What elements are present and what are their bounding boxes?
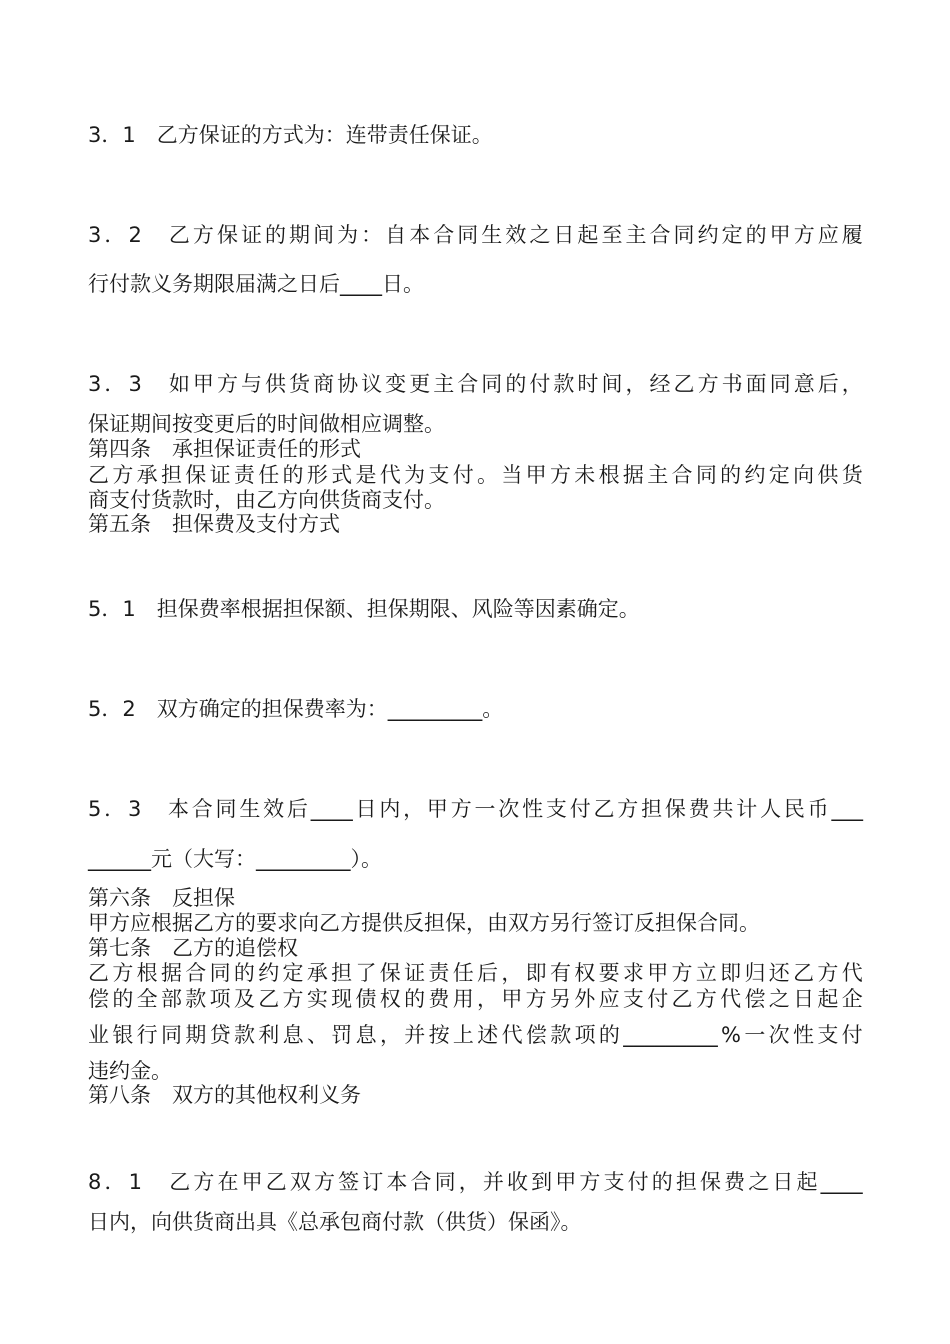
clause-8-1-line-2: 日内，向供货商出具《总承包商付款（供货）保函》。 — [88, 1210, 582, 1234]
clause-3-2-line-2: 行付款义务期限届满之日后____日。 — [88, 272, 424, 296]
article-7-body-line-3: 业 银 行 同 期 贷 款 利 息 、 罚 息 ， 并 按 上 述 代 偿 款 项 的 _________ % 一 次 性 支 付 — [88, 1023, 863, 1047]
article-6-body: 甲方应根据乙方的要求向乙方提供反担保，由双方另行签订反担保合同。 — [88, 911, 760, 935]
article-6-heading: 第六条 反担保 — [88, 886, 235, 910]
article-4-body-line-1: 乙 方 承 担 保 证 责 任 的 形 式 是 代 为 支 付 。 当 甲 方 未 根 据 主 合 同 的 约 定 向 供 货 — [88, 463, 863, 487]
article-8-heading: 第八条 双方的其他权利义务 — [88, 1083, 361, 1107]
clause-5-2: 5．2 双方确定的担保费率为：_________。 — [88, 697, 504, 721]
clause-3-1: 3．1 乙方保证的方式为：连带责任保证。 — [88, 123, 493, 147]
clause-5-3-line-1: 5 ． 3 本 合 同 生 效 后 ____ 日 内 ， 甲 方 一 次 性 支 付 乙 方 担 保 费 共 计 人 民 币 ___ — [88, 797, 863, 821]
clause-8-1-line-1: 8 ． 1 乙 方 在 甲 乙 双 方 签 订 本 合 同 ， 并 收 到 甲 方 支 付 的 担 保 费 之 日 起 ____ — [88, 1170, 863, 1194]
article-7-body-line-1: 乙 方 根 据 合 同 的 约 定 承 担 了 保 证 责 任 后 ， 即 有 权 要 求 甲 方 立 即 归 还 乙 方 代 — [88, 961, 863, 985]
clause-5-3-line-2: ______元（大写：_________）。 — [88, 847, 382, 871]
clause-3-2-line-1: 3 ． 2 乙 方 保 证 的 期 间 为 ： 自 本 合 同 生 效 之 日 起 至 主 合 同 约 定 的 甲 方 应 履 — [88, 223, 863, 247]
article-4-heading: 第四条 承担保证责任的形式 — [88, 437, 361, 461]
clause-3-3-line-1: 3 ． 3 如 甲 方 与 供 货 商 协 议 变 更 主 合 同 的 付 款 时 间 ， 经 乙 方 书 面 同 意 后 ， — [88, 372, 863, 396]
article-5-heading: 第五条 担保费及支付方式 — [88, 512, 340, 536]
clause-3-3-line-2: 保证期间按变更后的时间做相应调整。 — [88, 412, 445, 436]
article-7-body-line-4: 违约金。 — [88, 1059, 172, 1083]
clause-5-1: 5．1 担保费率根据担保额、担保期限、风险等因素确定。 — [88, 597, 640, 621]
article-7-body-line-2: 偿 的 全 部 款 项 及 乙 方 实 现 债 权 的 费 用 ， 甲 方 另 外 应 支 付 乙 方 代 偿 之 日 起 企 — [88, 987, 863, 1011]
article-7-heading: 第七条 乙方的追偿权 — [88, 936, 298, 960]
article-4-body-line-2: 商支付货款时，由乙方向供货商支付。 — [88, 488, 445, 512]
